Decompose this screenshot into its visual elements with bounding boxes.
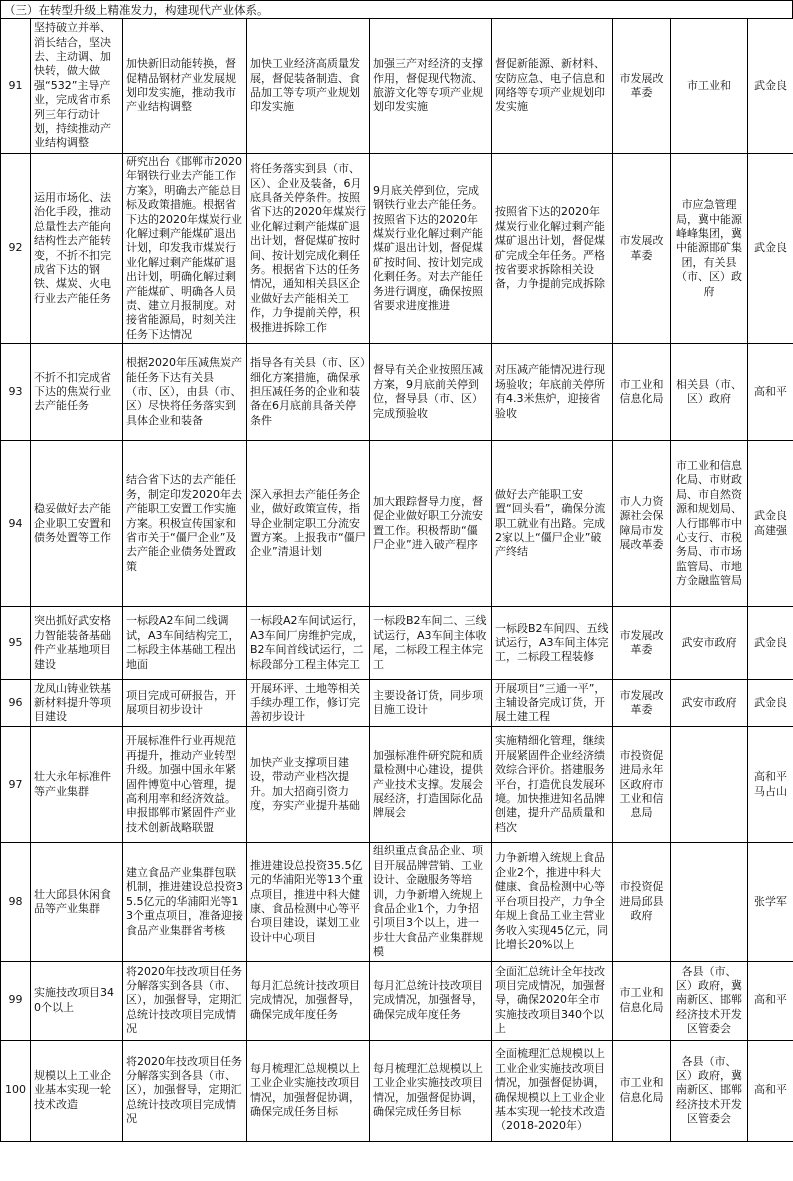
row-number: 93 [1, 344, 31, 441]
q4-plan-cell: 实施精细化管理，继续开展紧固件企业经济绩效综合评价。搭建服务平台，打造优良发展环境。加快推进知名品牌创建，提升产品质量和档次 [492, 727, 613, 843]
responsible-unit-cell: 相关县（市、区）政府 [671, 344, 748, 441]
table-row [1, 1040, 793, 1141]
q4-plan-cell: 做好去产能职工安置“回头看”，确保分流职工就业有出路。完成2家以上“僵尸企业”破产终结 [492, 441, 613, 607]
task-table-body [1, 19, 793, 1142]
q4-plan-cell: 一标段B2车间四、五线试运行，A3车间主体完工，二标段工程装修 [492, 607, 613, 680]
lead-unit-cell: 市人力资源社会保障局市发展改革委 [613, 441, 671, 607]
row-number: 96 [1, 680, 31, 727]
q3-plan-cell: 加强标准件研究院和质量检测中心建设，提供产业技术支撑。发展会展经济，打造国际化品牌展会 [370, 727, 492, 843]
q1-plan-cell: 将2020年技改项目任务分解落实到各县（市、区），加强督导，定期汇总统计技改项目完成情况 [123, 1040, 247, 1141]
lead-unit-cell: 市发展改革委 [613, 607, 671, 680]
city-leader-cell: 高和平 [748, 961, 793, 1040]
q2-plan-cell: 将任务落实到县（市、区）、企业及装备，6月底具备关停条件。按照省下达的2020年煤炭行业化解过剩产能煤矿退出计划，督促煤矿按时间、按计划完成化剩任务。根据省下达的任务情况，通知相关县区企业做好去产能相关工作，力争提前关停，积极推进拆除工作 [247, 154, 370, 344]
table-row [1, 843, 793, 961]
q2-plan-cell: 推进建设总投资35.5亿元的华浦阳光等13个重点项目，推进中科大健康、食品检测中心等平台项目建设，谋划工业设计中心项目 [247, 843, 370, 961]
task-cell: 突出抓好武安格力智能装备基础件产业基地项目建设 [31, 607, 123, 680]
city-leader-cell: 高和平马占山 [748, 727, 793, 843]
task-cell: 稳妥做好去产能企业职工安置和债务处置等工作 [31, 441, 123, 607]
table-row [1, 19, 793, 154]
responsible-unit-cell: 各县（市、区）政府，冀南新区、邯郸经济技术开发区管委会 [671, 961, 748, 1040]
table-row [1, 961, 793, 1040]
q1-plan-cell: 开展标准件行业再规范再提升，推动产业转型升级。加强中国永年紧固件博览中心管理，提高利用率和经济效益。申报邯郸市紧固件产业技术创新战略联盟 [123, 727, 247, 843]
q1-plan-cell: 结合省下达的去产能任务，制定印发2020年去产能职工安置工作实施方案。积极宣传国家和省市关于“僵尸企业”及去产能企业债务处置政策 [123, 441, 247, 607]
q4-plan-cell: 全面汇总统计全年技改项目完成情况，加强督导，确保2020年全市实施技改项目340个以上 [492, 961, 613, 1040]
lead-unit-cell: 市工业和信息化局 [613, 961, 671, 1040]
responsible-unit-cell: 各县（市、区）政府，冀南新区、邯郸经济技术开发区管委会 [671, 1040, 748, 1141]
row-number: 98 [1, 843, 31, 961]
q3-plan-cell: 督导有关企业按照压减方案，9月底前关停到位，督导县（市、区）完成预验收 [370, 344, 492, 441]
responsible-unit-cell [671, 843, 748, 961]
q4-plan-cell: 力争新增入统规上食品企业2个，推进中科大健康、食品检测中心等平台项目投产，力争全年规上食品工业主营业务收入实现45亿元，同比增长20%以上 [492, 843, 613, 961]
q2-plan-cell: 加快工业经济高质量发展，督促装备制造、食品加工等专项产业规划印发实施 [247, 19, 370, 154]
responsible-unit-cell: 武安市政府 [671, 607, 748, 680]
q2-plan-cell: 每月梳理汇总规模以上工业企业实施技改项目情况，加强督促协调，确保完成任务目标 [247, 1040, 370, 1141]
city-leader-cell: 武金良 [748, 154, 793, 344]
row-number: 95 [1, 607, 31, 680]
row-number: 94 [1, 441, 31, 607]
table-row [1, 607, 793, 680]
task-table [0, 18, 793, 1142]
q3-plan-cell: 9月底关停到位，完成钢铁行业去产能任务。按照省下达的2020年煤炭行业化解过剩产能煤矿退出计划，督促煤矿按时间、按计划完成化剩任务。对去产能任务进行调度，确保按照省要求进度推进 [370, 154, 492, 344]
q2-plan-cell: 指导各有关县（市、区）细化方案措施，确保承担压减任务的企业和装备在6月底前具备关停条件 [247, 344, 370, 441]
row-number: 99 [1, 961, 31, 1040]
q4-plan-cell: 开展项目“三通一平”，主辅设备完成订货，开展土建工程 [492, 680, 613, 727]
q2-plan-cell: 一标段A2车间试运行，A3车间厂房维护完成，B2车间首线试运行，二标段部分工程主体完工 [247, 607, 370, 680]
task-cell: 运用市场化、法治化手段，推动总量性去产能向结构性去产能转变，不折不扣完成省下达的钢铁、煤炭、火电行业去产能任务 [31, 154, 123, 344]
lead-unit-cell: 市投资促进局邱县政府 [613, 843, 671, 961]
q1-plan-cell: 一标段A2车间二线调试，A3车间结构完工，二标段主体基础工程出地面 [123, 607, 247, 680]
q3-plan-cell: 组织重点食品企业、项目开展品牌营销、工业设计、金融服务等培训，力争新增入统规上食品企业1个，力争招引项目3个以上，进一步壮大食品产业集群规模 [370, 843, 492, 961]
task-cell: 规模以上工业企业基本实现一轮技术改造 [31, 1040, 123, 1141]
city-leader-cell: 武金良 [748, 19, 793, 154]
q3-plan-cell: 主要设备订货，同步项目施工设计 [370, 680, 492, 727]
q1-plan-cell: 建立食品产业集群包联机制，推进建设总投资35.5亿元的华浦阳光等13个重点项目，准备迎接食品产业集群省考核 [123, 843, 247, 961]
responsible-unit-cell: 市工业和 [671, 19, 748, 154]
responsible-unit-cell [671, 727, 748, 843]
q3-plan-cell: 一标段B2车间二、三线试运行，A3车间主体收尾，二标段工程主体完工 [370, 607, 492, 680]
q1-plan-cell: 研究出台《邯郸市2020年钢铁行业去产能工作方案》，明确去产能总目标及政策措施。根据省下达的2020年煤炭行业化解过剩产能煤矿退出计划，印发我市煤炭行业化解过剩产能煤矿退出计划，明确化解过剩产能煤矿、明确各人员责、建立月报制度。对接省能源局，时刻关注任务下达情况 [123, 154, 247, 344]
row-number: 91 [1, 19, 31, 154]
city-leader-cell: 武金良 [748, 607, 793, 680]
q1-plan-cell: 根据2020年压减焦炭产能任务下达有关县（市、区），由县（市、区）尽快将任务落实到具体企业和装备 [123, 344, 247, 441]
responsible-unit-cell: 武安市政府 [671, 680, 748, 727]
city-leader-cell: 高和平 [748, 1040, 793, 1141]
q2-plan-cell: 开展环评、土地等相关手续办理工作，修订完善初步设计 [247, 680, 370, 727]
table-row [1, 344, 793, 441]
q3-plan-cell: 加大跟踪督导力度，督促企业做好职工分流安置工作。积极帮助“僵尸企业”进入破产程序 [370, 441, 492, 607]
q3-plan-cell: 加强三产对经济的支撑作用，督促现代物流、旅游文化等专项产业规划印发实施 [370, 19, 492, 154]
city-leader-cell: 高和平 [748, 344, 793, 441]
lead-unit-cell: 市发展改革委 [613, 19, 671, 154]
task-cell: 实施技改项目340个以上 [31, 961, 123, 1040]
table-row [1, 441, 793, 607]
row-number: 97 [1, 727, 31, 843]
city-leader-cell: 张学军 [748, 843, 793, 961]
q4-plan-cell: 督促新能源、新材料、安防应急、电子信息和网络等专项产业规划印发实施 [492, 19, 613, 154]
task-cell: 龙凤山铸业铁基新材料提升等项目建设 [31, 680, 123, 727]
table-row [1, 680, 793, 727]
task-cell: 不折不扣完成省下达的焦炭行业去产能任务 [31, 344, 123, 441]
city-leader-cell: 武金良高建强 [748, 441, 793, 607]
q1-plan-cell: 项目完成可研报告，开展项目初步设计 [123, 680, 247, 727]
lead-unit-cell: 市发展改革委 [613, 680, 671, 727]
lead-unit-cell: 市发展改革委 [613, 154, 671, 344]
table-row [1, 154, 793, 344]
city-leader-cell: 武金良 [748, 680, 793, 727]
responsible-unit-cell: 市应急管理局，冀中能源峰峰集团，冀中能源邯矿集团，有关县（市、区）政府 [671, 154, 748, 344]
q1-plan-cell: 加快新旧动能转换，督促精品钢材产业发展规划印发实施，推动我市产业结构调整 [123, 19, 247, 154]
task-cell: 壮大邱县休闲食品等产业集群 [31, 843, 123, 961]
q4-plan-cell: 按照省下达的2020年煤炭行业化解过剩产能煤矿退出计划，督促煤矿完成全年任务。严格按省要求拆除相关设备，力争提前完成拆除 [492, 154, 613, 344]
table-row [1, 727, 793, 843]
q3-plan-cell: 每月汇总统计技改项目完成情况，加强督导，确保完成年度任务 [370, 961, 492, 1040]
lead-unit-cell: 市工业和信息化局 [613, 1040, 671, 1141]
row-number: 92 [1, 154, 31, 344]
q2-plan-cell: 深入承担去产能任务企业，做好政策宣传，指导企业制定职工分流安置方案。上报我市“僵尸企业”清退计划 [247, 441, 370, 607]
lead-unit-cell: 市投资促进局永年区政府市工业和信息局 [613, 727, 671, 843]
section-title: （三）在转型升级上精准发力，构建现代产业体系。 [0, 0, 793, 18]
task-cell: 坚持破立并举、消长结合，坚决去、主动调、加快转，做大做强“532”主导产业，完成省市系列三年行动计划，持续推动产业结构调整 [31, 19, 123, 154]
q2-plan-cell: 每月汇总统计技改项目完成情况，加强督导，确保完成年度任务 [247, 961, 370, 1040]
responsible-unit-cell: 市工业和信息化局、市财政局、市自然资源和规划局、人行邯郸市中心支行、市税务局、市市场监管局、市地方金融监管局 [671, 441, 748, 607]
q3-plan-cell: 每月梳理汇总规模以上工业企业实施技改项目情况，加强督促协调，确保完成任务目标 [370, 1040, 492, 1141]
q4-plan-cell: 对压减产能情况进行现场验收；年底前关停所有4.3米焦炉，迎接省验收 [492, 344, 613, 441]
lead-unit-cell: 市工业和信息化局 [613, 344, 671, 441]
task-cell: 壮大永年标准件等产业集群 [31, 727, 123, 843]
q2-plan-cell: 加快产业支撑项目建设，带动产业档次提升。加大招商引资力度，夯实产业提升基础 [247, 727, 370, 843]
row-number: 100 [1, 1040, 31, 1141]
q1-plan-cell: 将2020年技改项目任务分解落实到各县（市、区），加强督导，定期汇总统计技改项目完成情况 [123, 961, 247, 1040]
q4-plan-cell: 全面梳理汇总规模以上工业企业实施技改项目情况，加强督促协调，确保规模以上工业企业基本实现一轮技术改造（2018-2020年） [492, 1040, 613, 1141]
